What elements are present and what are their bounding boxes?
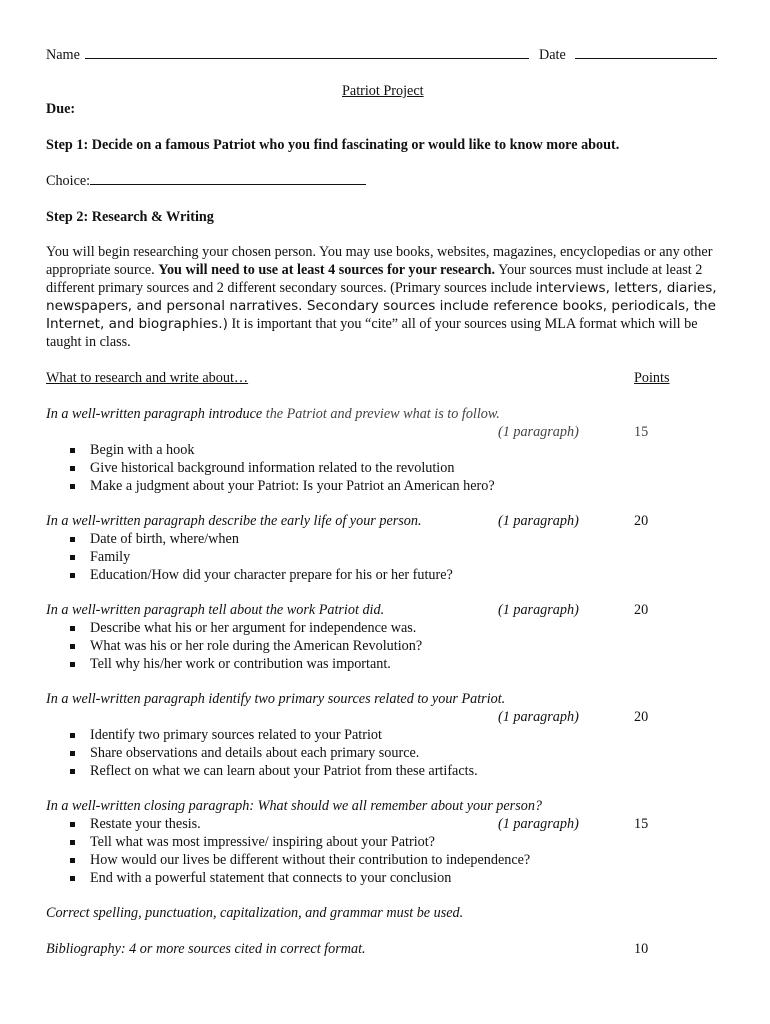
page-title: Patriot Project <box>342 83 424 99</box>
list-item: Tell why his/her work or contribution was important. <box>68 655 422 673</box>
list-item: Make a judgment about your Patriot: Is your Patriot an American hero? <box>68 477 495 495</box>
list-item: How would our lives be different without their contribution to independence? <box>68 851 530 869</box>
date-field <box>539 47 717 64</box>
closing-points: 15 <box>634 816 649 832</box>
list-item: Education/How did your character prepare for his or her future? <box>68 566 453 584</box>
closing-bullets <box>68 815 530 887</box>
date-label: Date <box>539 47 566 63</box>
work-length: (1 paragraph) <box>498 602 579 618</box>
list-item: Identify two primary sources related to your Patriot <box>68 726 478 744</box>
list-item: Give historical background information related to the revolution <box>68 459 495 477</box>
intro-points: 15 <box>634 424 649 440</box>
closing-length: (1 paragraph) <box>498 816 579 832</box>
work-bullets <box>68 619 422 673</box>
list-item: Family <box>68 548 453 566</box>
list-item: Describe what his or her argument for independence was. <box>68 619 422 637</box>
primary-sources-bullets <box>68 726 478 780</box>
list-item: End with a powerful statement that connects to your conclusion <box>68 869 530 887</box>
primary-sources-points: 20 <box>634 709 649 725</box>
list-item: Begin with a hook <box>68 441 495 459</box>
name-label: Name <box>46 47 80 63</box>
due-label: Due: <box>46 101 76 117</box>
intro-heading <box>46 406 500 423</box>
list-item: What was his or her role during the American Revolution? <box>68 637 422 655</box>
bibliography-points: 10 <box>634 941 649 957</box>
intro-length: (1 paragraph) <box>498 424 579 440</box>
step1-heading: Step 1: Decide on a famous Patriot who you find fascinating or would like to know more about. <box>46 137 620 153</box>
name-blank[interactable] <box>85 57 529 59</box>
work-points: 20 <box>634 602 649 618</box>
choice-label: Choice: <box>46 173 91 189</box>
conventions-note: Correct spelling, punctuation, capitalization, and grammar must be used. <box>46 905 464 921</box>
early-life-points: 20 <box>634 513 649 529</box>
points-header: Points <box>634 370 670 386</box>
list-item: Date of birth, where/when <box>68 530 453 548</box>
what-to-research-header: What to research and write about… <box>46 370 249 386</box>
list-item: Restate your thesis. <box>68 815 530 833</box>
step2-para-text-2: Your sources must include at least 2 different primary sources and 2 different secondary sources. (Primary sources include <box>46 262 703 296</box>
step2-para-emphasis: You will need to use at least 4 sources for your research. <box>158 262 496 278</box>
intro-heading-text: In a well-written paragraph introduce <box>46 406 263 422</box>
date-blank[interactable] <box>575 57 717 59</box>
early-life-bullets <box>68 530 453 584</box>
step2-heading: Step 2: Research & Writing <box>46 209 214 225</box>
early-life-length: (1 paragraph) <box>498 513 579 529</box>
list-item: Tell what was most impressive/ inspiring about your Patriot? <box>68 833 530 851</box>
step2-para-text-1: You will begin researching your chosen person. You may use books, websites, magazines, encyclopedias or any other appropriate source. <box>46 244 713 278</box>
step2-paragraph <box>46 243 718 351</box>
list-item: Share observations and details about each primary source. <box>68 744 478 762</box>
bibliography-note: Bibliography: 4 or more sources cited in correct format. <box>46 941 366 957</box>
intro-heading-rest: the Patriot and preview what is to follow. <box>262 406 500 422</box>
work-heading: In a well-written paragraph tell about the work Patriot did. <box>46 602 385 618</box>
list-item: Reflect on what we can learn about your Patriot from these artifacts. <box>68 762 478 780</box>
step2-para-text-4: It is important that you “cite” all of your sources using MLA format which will be taught in class. <box>46 316 698 350</box>
closing-heading: In a well-written closing paragraph: What should we all remember about your person? <box>46 798 543 814</box>
step2-para-text-3: interviews, letters, diaries, newspapers, and personal narratives. Secondary sources include reference books, periodicals, the Internet, and biographies.) <box>46 280 717 332</box>
primary-sources-length: (1 paragraph) <box>498 709 579 725</box>
choice-blank[interactable] <box>90 183 366 185</box>
early-life-heading: In a well-written paragraph describe the early life of your person. <box>46 513 422 529</box>
name-field <box>46 47 529 64</box>
primary-sources-heading: In a well-written paragraph identify two primary sources related to your Patriot. <box>46 691 506 707</box>
intro-bullets <box>68 441 495 495</box>
choice-field <box>46 173 366 190</box>
